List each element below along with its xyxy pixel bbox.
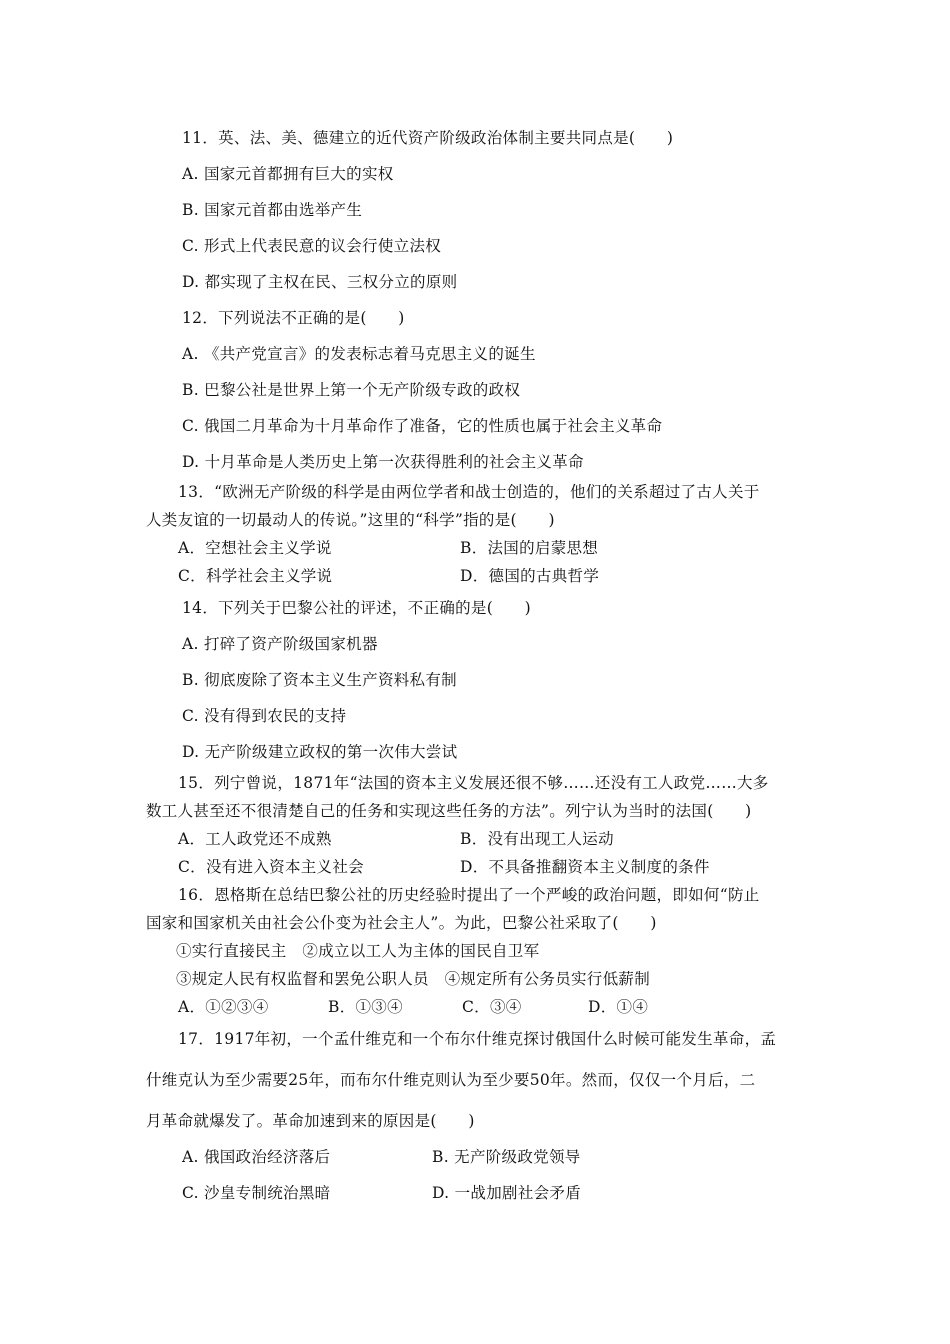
q11-option-c: C. 形式上代表民意的议会行使立法权 [182, 237, 442, 255]
q16-option-b: B．①③④ [328, 998, 403, 1016]
q14-option-d: D. 无产阶级建立政权的第一次伟大尝试 [182, 743, 458, 761]
q14-stem: 14．下列关于巴黎公社的评述，不正确的是( ) [182, 599, 532, 617]
q16-stem-line-2: 国家和国家机关由社会公仆变为社会主人”。为此，巴黎公社采取了( ) [146, 914, 657, 932]
q14-option-a: A. 打碎了资产阶级国家机器 [182, 635, 378, 653]
q16-item-line-1: ①实行直接民主 ②成立以工人为主体的国民自卫军 [176, 942, 540, 960]
q12-stem: 12．下列说法不正确的是( ) [182, 309, 405, 327]
q11-stem: 11．英、法、美、德建立的近代资产阶级政治体制主要共同点是( ) [182, 129, 674, 147]
q16-option-d: D．①④ [588, 998, 649, 1016]
q12-option-b: B. 巴黎公社是世界上第一个无产阶级专政的政权 [182, 381, 521, 399]
q15-stem-line-1: 15．列宁曾说，1871年“法国的资本主义发展还很不够……还没有工人政党……大多 [178, 774, 769, 792]
q17-option-b: B. 无产阶级政党领导 [432, 1148, 581, 1166]
q13-option-c: C．科学社会主义学说 [178, 567, 333, 585]
q15-option-d: D．不具备推翻资本主义制度的条件 [460, 858, 710, 876]
q12-option-c: C. 俄国二月革命为十月革命作了准备，它的性质也属于社会主义革命 [182, 417, 663, 435]
q17-option-a: A. 俄国政治经济落后 [182, 1148, 331, 1166]
q12-option-a: A. 《共产党宣言》的发表标志着马克思主义的诞生 [182, 345, 536, 363]
q15-option-b: B．没有出现工人运动 [460, 830, 614, 848]
q17-option-c: C. 沙皇专制统治黑暗 [182, 1184, 331, 1202]
q11-option-d: D. 都实现了主权在民、三权分立的原则 [182, 273, 458, 291]
q11-option-a: A. 国家元首都拥有巨大的实权 [182, 165, 394, 183]
q13-stem-line-2: 人类友谊的一切最动人的传说。”这里的“科学”指的是( ) [146, 511, 555, 529]
q16-stem-line-1: 16．恩格斯在总结巴黎公社的历史经验时提出了一个严峻的政治问题，即如何“防止 [178, 886, 760, 904]
q13-stem-line-1: 13．“欧洲无产阶级的科学是由两位学者和战士创造的，他们的关系超过了古人关于 [178, 483, 760, 501]
q11-option-b: B. 国家元首都由选举产生 [182, 201, 363, 219]
q13-option-b: B．法国的启蒙思想 [460, 539, 599, 557]
q13-option-a: A．空想社会主义学说 [178, 539, 332, 557]
q12-option-d: D. 十月革命是人类历史上第一次获得胜利的社会主义革命 [182, 453, 584, 471]
q16-item-line-2: ③规定人民有权监督和罢免公职人员 ④规定所有公务员实行低薪制 [176, 970, 651, 988]
q13-option-d: D．德国的古典哲学 [460, 567, 600, 585]
q17-stem-line-2: 什维克认为至少需要25年，而布尔什维克则认为至少要50年。然而，仅仅一个月后，二 [146, 1071, 756, 1089]
q14-option-b: B. 彻底废除了资本主义生产资料私有制 [182, 671, 457, 689]
q15-option-a: A．工人政党还不成熟 [178, 830, 332, 848]
q15-option-c: C．没有进入资本主义社会 [178, 858, 364, 876]
q17-option-d: D. 一战加剧社会矛盾 [432, 1184, 582, 1202]
q17-stem-line-3: 月革命就爆发了。革命加速到来的原因是( ) [146, 1112, 475, 1130]
q14-option-c: C. 没有得到农民的支持 [182, 707, 347, 725]
q17-stem-line-1: 17．1917年初，一个孟什维克和一个布尔什维克探讨俄国什么时候可能发生革命，孟 [178, 1030, 777, 1048]
q15-stem-line-2: 数工人甚至还不很清楚自己的任务和实现这些任务的方法”。列宁认为当时的法国( ) [146, 802, 752, 820]
q16-option-a: A．①②③④ [178, 998, 269, 1016]
q16-option-c: C．③④ [462, 998, 522, 1016]
